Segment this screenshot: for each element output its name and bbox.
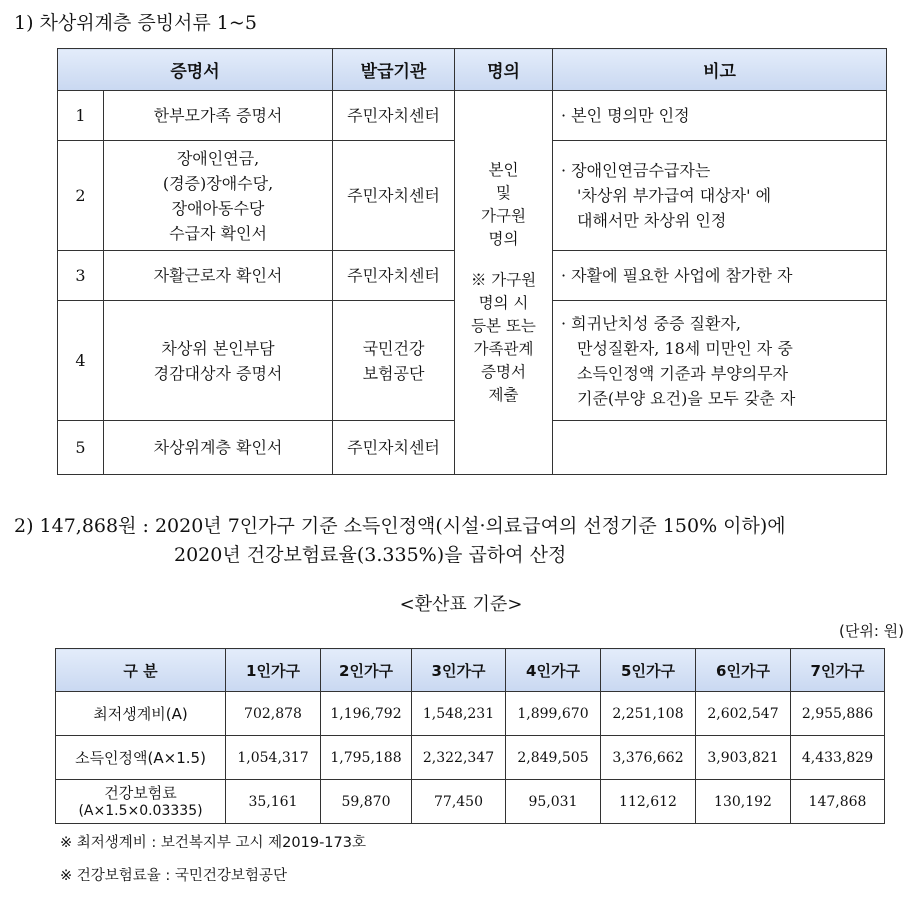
document-name — [104, 91, 333, 141]
document-name — [104, 251, 333, 301]
document-name-line: 장애아동수당 — [171, 198, 265, 218]
row-label-line: (A×1.5×0.03335) — [78, 802, 203, 819]
footnote-insurance-rate: ※ 건강보험료율 : 국민건강보험공단 — [60, 868, 287, 884]
table-header-row — [58, 49, 887, 91]
header-owner: 명의 — [455, 49, 553, 91]
conversion-header: 1인가구 — [226, 649, 321, 692]
row-label-line: 소득인정액(A×1.5) — [75, 748, 206, 767]
owner-line: 및 — [496, 183, 511, 202]
value-cell: 1,899,670 — [506, 692, 601, 736]
section1-title: 1) 차상위계층 증빙서류 1~5 — [14, 12, 257, 34]
value-cell: 77,450 — [412, 780, 506, 824]
value-cell: 1,196,792 — [321, 692, 412, 736]
value-cell: 3,376,662 — [601, 736, 696, 780]
document-name — [104, 301, 333, 421]
value-cell: 702,878 — [226, 692, 321, 736]
row-number: 4 — [58, 301, 104, 421]
note-line: '차상위 부가급여 대상자' 에 — [577, 186, 772, 205]
issuer-line: 주민자치센터 — [347, 186, 440, 205]
issuer-line: 국민건강 — [362, 338, 425, 358]
value-cell: 1,795,188 — [321, 736, 412, 780]
conversion-header: 4인가구 — [506, 649, 601, 692]
owner-note — [455, 269, 552, 407]
issuer — [333, 91, 455, 141]
note-line: · 본인 명의만 인정 — [561, 106, 690, 125]
value-cell: 130,192 — [696, 780, 791, 824]
document-name-line: 수급자 확인서 — [169, 223, 267, 243]
row-label-line: 건강보험료 — [104, 783, 177, 802]
footnote-minimum-cost: ※ 최저생계비 : 보건복지부 고시 제2019-173호 — [60, 835, 366, 851]
header-document: 증명서 — [58, 49, 333, 91]
table-row — [58, 91, 887, 141]
unit-label: (단위: 원) — [839, 622, 904, 640]
note-line: 만성질환자, 18세 미만인 자 중 — [577, 338, 793, 358]
conversion-header-row — [56, 649, 885, 692]
owner-note-line: 증명서 — [481, 362, 526, 381]
note-line: 대해서만 차상위 인정 — [577, 211, 727, 230]
owner-note-line: 가족관계 — [473, 339, 534, 358]
section2-line2: 2020년 건강보험료율(3.335%)을 곱하여 산정 — [174, 544, 567, 566]
value-cell: 1,054,317 — [226, 736, 321, 780]
value-cell: 2,849,505 — [506, 736, 601, 780]
value-cell: 59,870 — [321, 780, 412, 824]
row-number: 1 — [58, 91, 104, 141]
owner-main — [455, 159, 552, 251]
conversion-table-title: <환산표 기준> — [399, 594, 523, 615]
owner-note-line: 제출 — [488, 385, 519, 404]
section2-line1: 2) 147,868원 : 2020년 7인가구 기준 소득인정액(시설·의료급여의 선정기준 150% 이하)에 — [14, 515, 786, 537]
row-label — [56, 692, 226, 736]
note-line: 소득인정액 기준과 부양의무자 — [577, 363, 789, 383]
table-row — [56, 780, 885, 824]
header-note: 비고 — [553, 49, 887, 91]
issuer-line: 주민자치센터 — [347, 106, 440, 125]
value-cell: 112,612 — [601, 780, 696, 824]
document-name-line: 장애인연금, — [176, 148, 260, 168]
issuer — [333, 251, 455, 301]
issuer-line: 보험공단 — [362, 363, 425, 383]
document-name-line: 차상위 본인부담 — [161, 338, 275, 358]
issuer-line: 주민자치센터 — [347, 266, 440, 285]
document-name-line: 차상위계층 확인서 — [153, 438, 283, 457]
document-name-line: (경증)장애수당, — [162, 173, 274, 193]
note-line: · 장애인연금수급자는 — [561, 161, 711, 180]
row-number: 5 — [58, 421, 104, 475]
note — [553, 91, 887, 141]
row-label — [56, 736, 226, 780]
value-cell: 35,161 — [226, 780, 321, 824]
note — [553, 421, 887, 475]
table-row — [56, 736, 885, 780]
note-line: · 희귀난치성 중증 질환자, — [561, 313, 741, 333]
note — [553, 251, 887, 301]
note — [553, 141, 887, 251]
issuer-line: 주민자치센터 — [347, 438, 440, 457]
value-cell: 95,031 — [506, 780, 601, 824]
document-name-line: 한부모가족 증명서 — [153, 106, 283, 125]
conversion-header: 3인가구 — [412, 649, 506, 692]
row-label-line: 최저생계비(A) — [93, 704, 188, 723]
document-name — [104, 421, 333, 475]
conversion-header: 7인가구 — [791, 649, 885, 692]
conversion-table — [55, 648, 885, 824]
issuer — [333, 141, 455, 251]
value-cell: 2,602,547 — [696, 692, 791, 736]
table-row — [56, 692, 885, 736]
conversion-header: 5인가구 — [601, 649, 696, 692]
owner-line: 본인 — [488, 160, 519, 179]
owner-line: 명의 — [488, 229, 519, 248]
owner-cell — [455, 91, 553, 475]
value-cell: 3,903,821 — [696, 736, 791, 780]
conversion-header: 6인가구 — [696, 649, 791, 692]
document-name — [104, 141, 333, 251]
value-cell: 2,955,886 — [791, 692, 885, 736]
row-number: 2 — [58, 141, 104, 251]
issuer — [333, 421, 455, 475]
note-line: 기준(부양 요건)을 모두 갖춘 자 — [577, 388, 796, 408]
note — [553, 301, 887, 421]
value-cell: 147,868 — [791, 780, 885, 824]
owner-note-line: 명의 시 — [478, 293, 529, 312]
value-cell: 4,433,829 — [791, 736, 885, 780]
value-cell: 2,322,347 — [412, 736, 506, 780]
section2-description — [14, 512, 786, 570]
note-line: · 자활에 필요한 사업에 참가한 자 — [561, 266, 793, 285]
owner-note-line: ※ 가구원 — [470, 270, 537, 289]
value-cell: 2,251,108 — [601, 692, 696, 736]
owner-note-line: 등본 또는 — [471, 316, 536, 335]
owner-line: 가구원 — [481, 206, 526, 225]
conversion-header: 2인가구 — [321, 649, 412, 692]
conversion-header: 구 분 — [56, 649, 226, 692]
evidence-documents-table — [57, 48, 887, 475]
row-label — [56, 780, 226, 824]
issuer — [333, 301, 455, 421]
row-number: 3 — [58, 251, 104, 301]
document-name-line: 자활근로자 확인서 — [153, 266, 283, 285]
document-name-line: 경감대상자 증명서 — [153, 363, 283, 383]
value-cell: 1,548,231 — [412, 692, 506, 736]
header-issuer: 발급기관 — [333, 49, 455, 91]
